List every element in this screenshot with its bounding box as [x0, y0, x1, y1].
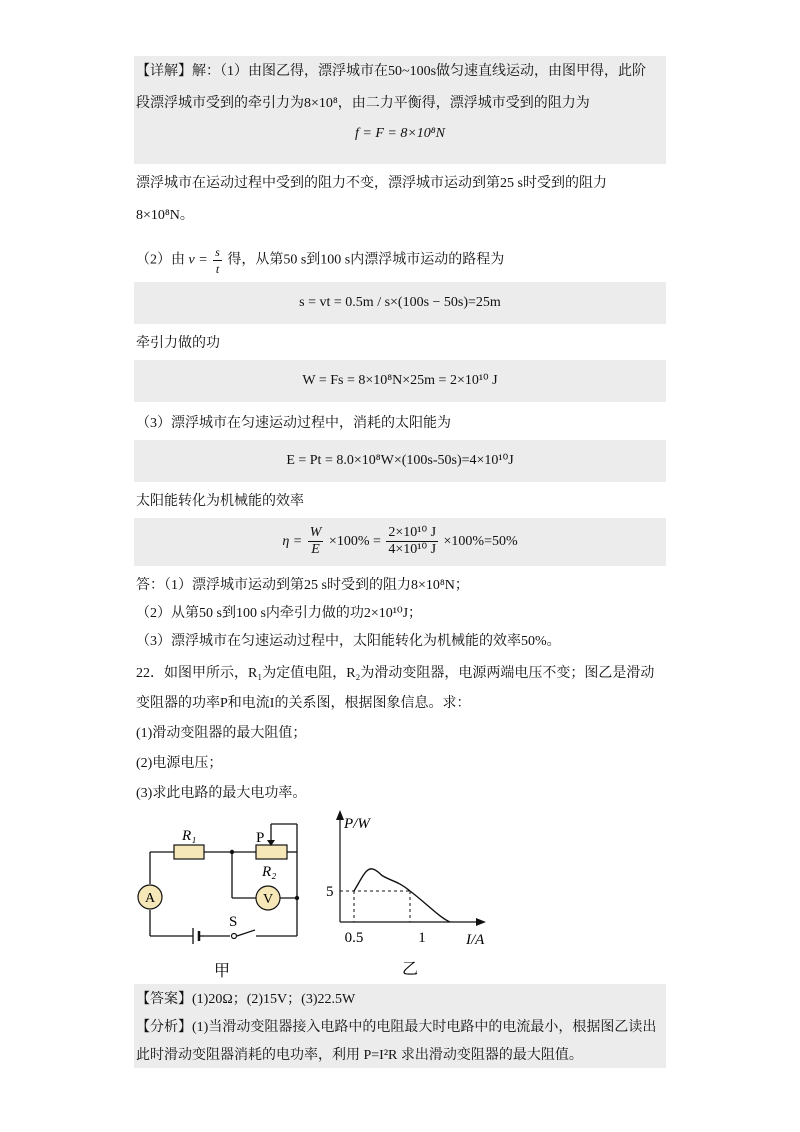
r1-label: R₁ [182, 828, 197, 844]
circuit-diagram [130, 814, 320, 984]
eff-frac-w: W [309, 525, 322, 541]
resistance-paragraph-1: 漂浮城市在运动过程中受到的阻力不变，漂浮城市运动到第25 s时受到的阻力 [136, 176, 607, 191]
y-axis-label: P/W [344, 816, 370, 832]
formula-efficiency [134, 522, 666, 562]
part2-fraction [213, 244, 222, 277]
analysis-line-1: 【分析】(1)当滑动变阻器接入电路中的电阻最大时电路中的电流最小，根据图乙读出 [136, 1020, 657, 1035]
formula-friction: f = F = 8×10⁸N [355, 126, 445, 141]
caption-left: 甲 [214, 963, 231, 980]
r2-rheostat [256, 845, 287, 859]
part2-v: v = [188, 252, 208, 268]
resistance-paragraph-2: 8×10⁸N。 [136, 208, 194, 223]
eff-eta: η = [282, 534, 303, 549]
switch-label: S [229, 914, 238, 930]
junction-dot [295, 896, 299, 900]
question22-item-3: (3)求此电路的最大电功率。 [136, 786, 307, 801]
question22-item-2: (2)电源电压； [136, 756, 223, 771]
eff-mid: ×100% = [328, 534, 381, 549]
caption-right: 乙 [402, 961, 419, 978]
eff-frac-num: 2×10¹⁰ J [388, 525, 437, 541]
x-axis-label: I/A [466, 932, 485, 948]
x-tick-label: 1 [418, 930, 426, 946]
eff-frac-values [386, 525, 438, 558]
answer-summary-1: 答：（1）漂浮城市运动到第25 s时受到的阻力8×10⁸N； [136, 578, 469, 593]
answer-summary-2: （2）从第50 s到100 s内牵引力做的功2×10¹⁰J； [136, 606, 423, 621]
r1-resistor [174, 845, 204, 859]
solution-intro-line-2: 段漂浮城市受到的牵引力为8×10⁸，由二力平衡得，漂浮城市受到的阻力为 [136, 96, 590, 111]
voltmeter-label: V [262, 892, 274, 907]
eff-frac-den: 4×10¹⁰ J [388, 542, 437, 558]
answer-line: 【答案】(1)20Ω；(2)15V；(3)22.5W [136, 992, 356, 1007]
r2-label: R₂ [262, 864, 277, 880]
formula-work: W = Fs = 8×10⁸N×25m = 2×10¹⁰ J [302, 373, 498, 388]
power-current-chart [320, 806, 520, 986]
solution-intro-line-1: 【详解】解：（1）由图乙得，漂浮城市在50~100s做匀速直线运动，由图甲得，此阶 [136, 64, 647, 79]
junction-dot [230, 850, 234, 854]
y-tick-label: 5 [326, 884, 334, 900]
answer-summary-3: （3）漂浮城市在匀速运动过程中，太阳能转化为机械能的效率50%。 [136, 634, 561, 649]
efficiency-label: 太阳能转化为机械能的效率 [136, 494, 304, 509]
eff-frac-we [308, 525, 324, 558]
x-tick-label: 0.5 [344, 930, 364, 946]
ammeter-label: A [144, 891, 156, 906]
formula-energy: E = Pt = 8.0×10⁸W×(100s-50s)=4×10¹⁰J [286, 453, 514, 468]
x-axis-arrow [476, 918, 486, 926]
part2-suffix: 得，从第50 s到100 s内漂浮城市运动的路程为 [227, 252, 505, 268]
part3-intro: （3）漂浮城市在匀速运动过程中，消耗的太阳能为 [136, 416, 451, 431]
slider-label: P [256, 830, 265, 846]
question22-item-1: (1)滑动变阻器的最大阻值； [136, 726, 307, 741]
part2-frac-den: t [215, 262, 220, 276]
power-curve [354, 869, 450, 922]
switch-icon [232, 934, 237, 939]
part2-prefix: （2）由 [136, 252, 185, 268]
part2-frac-num: s [215, 245, 220, 259]
part2-intro [136, 244, 504, 277]
work-label: 牵引力做的功 [136, 336, 220, 351]
y-axis-arrow [336, 810, 344, 820]
formula-distance: s = vt = 0.5m / s×(100s − 50s)=25m [299, 295, 501, 310]
eff-end: ×100%=50% [443, 534, 518, 549]
eff-frac-e: E [311, 542, 320, 558]
question22-line-2: 变阻器的功率P和电流I的关系图，根据图象信息。求： [136, 696, 471, 711]
question22-line-1: 22．如图甲所示，R₁为定值电阻，R₂为滑动变阻器，电源两端电压不变；图乙是滑动 [136, 666, 655, 681]
analysis-line-2: 此时滑动变阻器消耗的电功率，利用 P=I²R 求出滑动变阻器的最大阻值。 [136, 1048, 583, 1063]
